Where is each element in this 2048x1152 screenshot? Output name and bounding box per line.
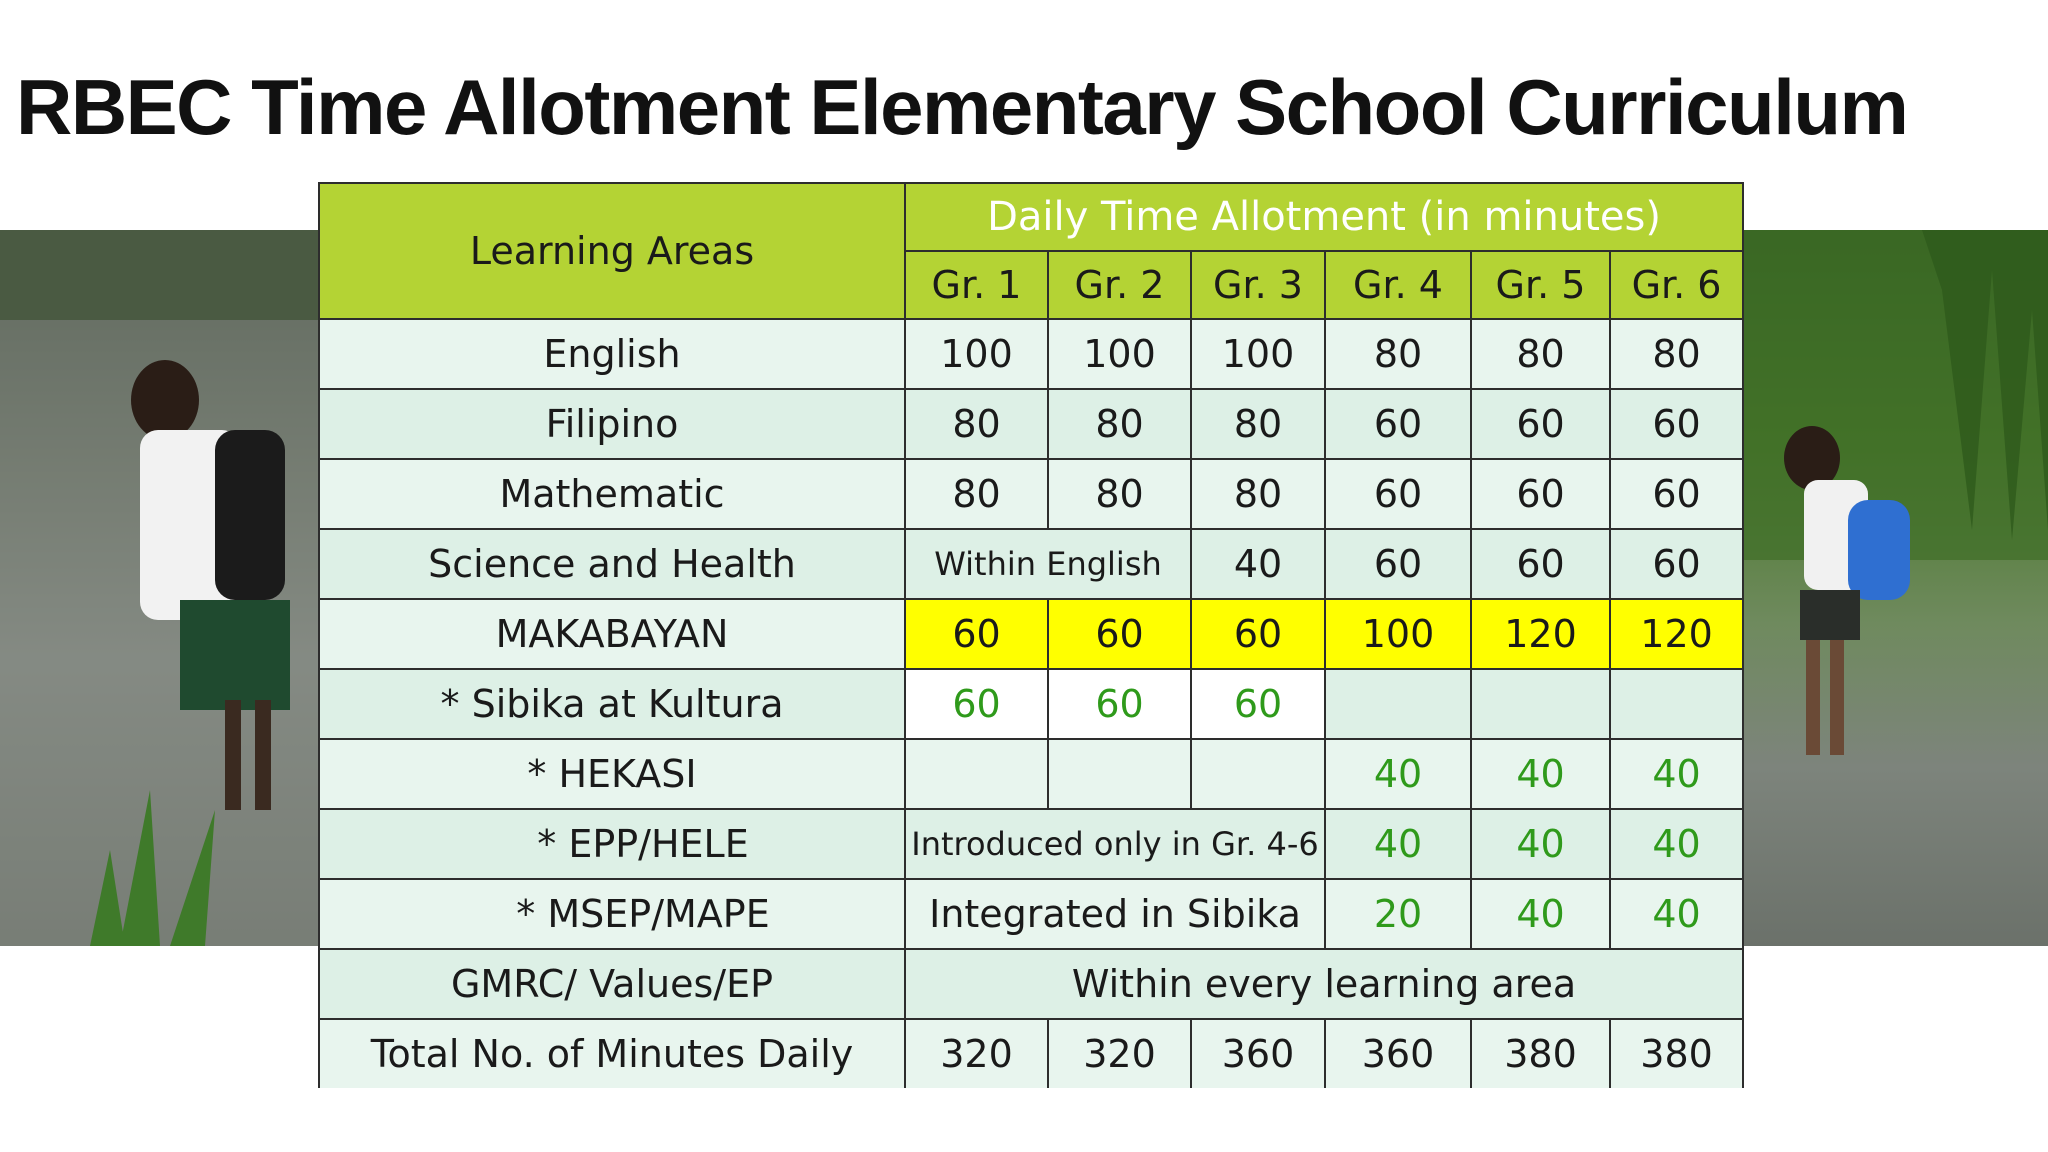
cell-value: 80 xyxy=(1048,389,1191,459)
left-photo xyxy=(0,230,318,946)
cell-value: 40 xyxy=(1471,809,1610,879)
row-msep-mape xyxy=(319,879,1743,949)
cell-value: 60 xyxy=(1325,529,1471,599)
header-grade-6: Gr. 6 xyxy=(1610,251,1743,319)
cell-value: 320 xyxy=(905,1019,1048,1088)
cell-value: 320 xyxy=(1048,1019,1191,1088)
cell-merged-note: Within every learning area xyxy=(905,949,1743,1019)
cell-value: 120 xyxy=(1610,599,1743,669)
cell-value: 40 xyxy=(1471,879,1610,949)
row-makabayan xyxy=(319,599,1743,669)
cell-value: 80 xyxy=(905,459,1048,529)
time-allotment-table xyxy=(318,182,1744,1088)
row-label: English xyxy=(319,319,905,389)
row-label: Mathematic xyxy=(319,459,905,529)
slide-title: RBEC Time Allotment Elementary School Curriculum xyxy=(16,63,1908,151)
cell-empty xyxy=(1325,669,1471,739)
cell-value: 80 xyxy=(1048,459,1191,529)
row-label: Total No. of Minutes Daily xyxy=(319,1019,905,1088)
cell-value: 60 xyxy=(1610,389,1743,459)
row-hekasi xyxy=(319,739,1743,809)
cell-value: 40 xyxy=(1610,739,1743,809)
header-grade-1: Gr. 1 xyxy=(905,251,1048,319)
right-photo xyxy=(1742,230,2048,946)
cell-value: 360 xyxy=(1191,1019,1325,1088)
cell-merged-note: Within English xyxy=(905,529,1191,599)
header-grade-4: Gr. 4 xyxy=(1325,251,1471,319)
cell-value: 60 xyxy=(1048,599,1191,669)
cell-value: 60 xyxy=(1610,459,1743,529)
cell-value: 60 xyxy=(1191,599,1325,669)
cell-value: 20 xyxy=(1325,879,1471,949)
cell-value: 60 xyxy=(905,669,1048,739)
row-filipino xyxy=(319,389,1743,459)
cell-value: 380 xyxy=(1610,1019,1743,1088)
cell-empty xyxy=(905,739,1048,809)
header-grade-5: Gr. 5 xyxy=(1471,251,1610,319)
row-epp-hele xyxy=(319,809,1743,879)
cell-value: 100 xyxy=(1325,599,1471,669)
row-label: * Sibika at Kultura xyxy=(319,669,905,739)
cell-value: 60 xyxy=(1325,459,1471,529)
row-mathematic xyxy=(319,459,1743,529)
header-grade-3: Gr. 3 xyxy=(1191,251,1325,319)
cell-value: 100 xyxy=(1048,319,1191,389)
cell-value: 80 xyxy=(1610,319,1743,389)
row-label: * HEKASI xyxy=(319,739,905,809)
cell-value: 120 xyxy=(1471,599,1610,669)
cell-value: 60 xyxy=(1471,459,1610,529)
cell-value: 80 xyxy=(1191,459,1325,529)
cell-value: 80 xyxy=(1325,319,1471,389)
row-sibika-at-kultura xyxy=(319,669,1743,739)
cell-value: 40 xyxy=(1610,879,1743,949)
cell-value: 80 xyxy=(905,389,1048,459)
cell-value: 40 xyxy=(1325,809,1471,879)
cell-value: 60 xyxy=(1191,669,1325,739)
cell-value: 60 xyxy=(1471,529,1610,599)
cell-empty xyxy=(1048,739,1191,809)
cell-value: 60 xyxy=(1610,529,1743,599)
cell-merged-note: Integrated in Sibika xyxy=(905,879,1325,949)
row-label: * EPP/HELE xyxy=(319,809,905,879)
row-label: Filipino xyxy=(319,389,905,459)
cell-value: 40 xyxy=(1471,739,1610,809)
row-total xyxy=(319,1019,1743,1088)
cell-value: 40 xyxy=(1325,739,1471,809)
cell-merged-note: Introduced only in Gr. 4-6 xyxy=(905,809,1325,879)
cell-value: 40 xyxy=(1610,809,1743,879)
cell-value: 100 xyxy=(905,319,1048,389)
cell-empty xyxy=(1610,669,1743,739)
cell-value: 80 xyxy=(1471,319,1610,389)
header-learning-areas: Learning Areas xyxy=(319,183,905,319)
cell-value: 380 xyxy=(1471,1019,1610,1088)
row-english xyxy=(319,319,1743,389)
row-label: MAKABAYAN xyxy=(319,599,905,669)
header-daily-time-allotment: Daily Time Allotment (in minutes) xyxy=(905,183,1743,251)
cell-empty xyxy=(1471,669,1610,739)
row-label: GMRC/ Values/EP xyxy=(319,949,905,1019)
cell-value: 60 xyxy=(1048,669,1191,739)
cell-value: 40 xyxy=(1191,529,1325,599)
header-grade-2: Gr. 2 xyxy=(1048,251,1191,319)
cell-value: 100 xyxy=(1191,319,1325,389)
cell-value: 60 xyxy=(1471,389,1610,459)
row-label: * MSEP/MAPE xyxy=(319,879,905,949)
cell-empty xyxy=(1191,739,1325,809)
row-science-and-health xyxy=(319,529,1743,599)
cell-value: 80 xyxy=(1191,389,1325,459)
cell-value: 60 xyxy=(1325,389,1471,459)
row-gmrc-values-ep xyxy=(319,949,1743,1019)
row-label: Science and Health xyxy=(319,529,905,599)
cell-value: 60 xyxy=(905,599,1048,669)
cell-value: 360 xyxy=(1325,1019,1471,1088)
